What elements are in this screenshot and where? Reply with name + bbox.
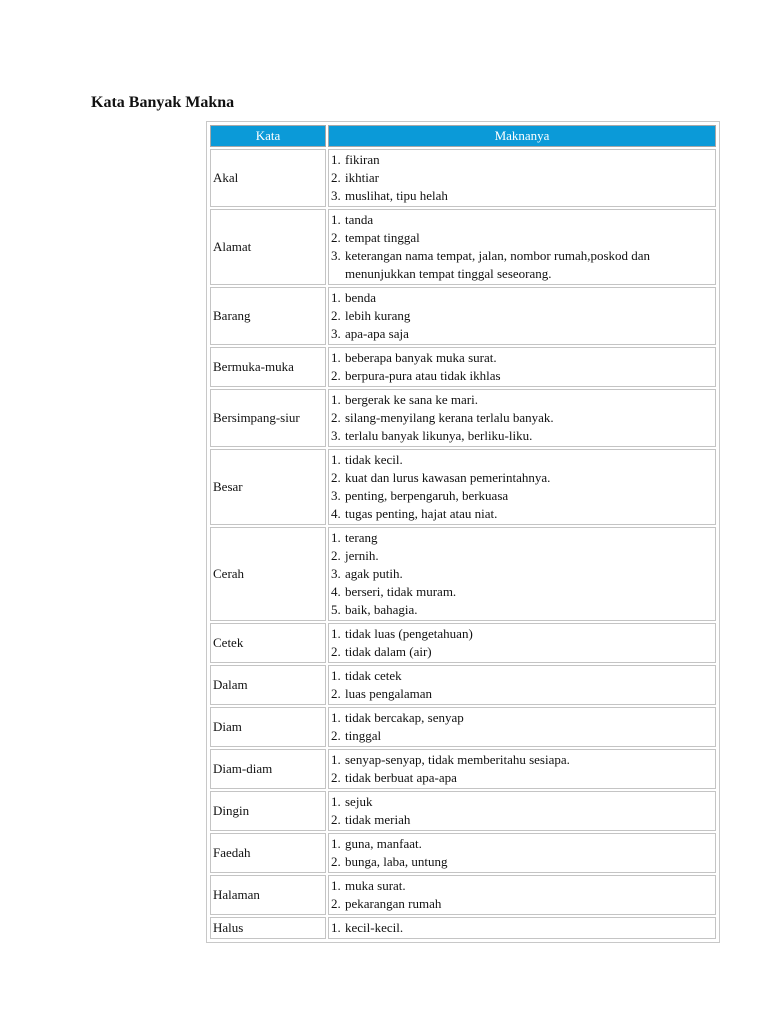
meaning-cell [328, 875, 716, 915]
word-cell: Halaman [210, 875, 326, 915]
meaning-number: 2. [331, 548, 341, 563]
meaning-item [331, 529, 713, 547]
meaning-text: tinggal [345, 728, 382, 743]
meaning-item [331, 187, 713, 205]
meaning-cell [328, 623, 716, 663]
table-row [210, 527, 716, 621]
table-row [210, 749, 716, 789]
meaning-item [331, 505, 713, 523]
table-row [210, 209, 716, 285]
meaning-number: 1. [331, 836, 341, 851]
page-title: Kata Banyak Makna [91, 94, 235, 111]
table-row [210, 623, 716, 663]
meaning-number: 3. [331, 566, 341, 581]
meaning-text: senyap-senyap, tidak memberitahu sesiapa. [345, 752, 570, 767]
meaning-text: tidak bercakap, senyap [345, 710, 464, 725]
word-cell: Barang [210, 287, 326, 345]
table-row [210, 347, 716, 387]
meaning-number: 3. [331, 326, 341, 341]
meaning-list [331, 349, 713, 385]
meaning-text: lebih kurang [345, 308, 411, 323]
meaning-text: tidak kecil. [345, 452, 403, 467]
meaning-text: keterangan nama tempat, jalan, nombor rumah,poskod dan menunjukkan tempat tinggal seseorang. [345, 248, 651, 281]
meaning-text: tempat tinggal [345, 230, 420, 245]
meaning-text: jernih. [345, 548, 379, 563]
meaning-number: 2. [331, 368, 341, 383]
meaning-text: apa-apa saja [345, 326, 409, 341]
meaning-item [331, 325, 713, 343]
table-row [210, 149, 716, 207]
meaning-item [331, 769, 713, 787]
meaning-text: bunga, laba, untung [345, 854, 448, 869]
meaning-number: 1. [331, 350, 341, 365]
meaning-number: 2. [331, 854, 341, 869]
meaning-number: 1. [331, 152, 341, 167]
word-cell: Dingin [210, 791, 326, 831]
meaning-text: tanda [345, 212, 374, 227]
meaning-item [331, 307, 713, 325]
meaning-list [331, 289, 713, 343]
meaning-list [331, 835, 713, 871]
meaning-item [331, 469, 713, 487]
word-meaning-table-frame [206, 121, 720, 943]
meaning-number: 2. [331, 308, 341, 323]
meaning-number: 3. [331, 488, 341, 503]
meaning-list [331, 211, 713, 283]
table-row [210, 833, 716, 873]
meaning-item [331, 811, 713, 829]
meaning-number: 1. [331, 878, 341, 893]
meaning-item [331, 151, 713, 169]
word-cell: Faedah [210, 833, 326, 873]
meaning-item [331, 793, 713, 811]
meaning-item [331, 487, 713, 505]
meaning-number: 2. [331, 770, 341, 785]
meaning-text: tidak luas (pengetahuan) [345, 626, 473, 641]
meaning-text: bergerak ke sana ke mari. [345, 392, 478, 407]
meaning-number: 1. [331, 452, 341, 467]
meaning-number: 1. [331, 392, 341, 407]
word-cell: Cerah [210, 527, 326, 621]
meaning-text: tidak dalam (air) [345, 644, 432, 659]
meaning-item [331, 835, 713, 853]
table-body [210, 149, 716, 939]
meaning-list [331, 919, 713, 937]
meaning-number: 2. [331, 644, 341, 659]
word-cell: Dalam [210, 665, 326, 705]
meaning-item [331, 409, 713, 427]
column-header-kata: Kata [210, 125, 326, 147]
meaning-item [331, 877, 713, 895]
meaning-cell [328, 791, 716, 831]
meaning-text: beberapa banyak muka surat. [345, 350, 497, 365]
meaning-item [331, 565, 713, 583]
meaning-number: 3. [331, 248, 341, 263]
table-header-row [210, 125, 716, 147]
meaning-text: tidak berbuat apa-apa [345, 770, 457, 785]
meaning-cell [328, 917, 716, 939]
meaning-text: berpura-pura atau tidak ikhlas [345, 368, 501, 383]
meaning-item [331, 583, 713, 601]
table-row [210, 791, 716, 831]
meaning-number: 2. [331, 686, 341, 701]
meaning-cell [328, 149, 716, 207]
meaning-item [331, 709, 713, 727]
meaning-item [331, 289, 713, 307]
meaning-list [331, 625, 713, 661]
meaning-text: muka surat. [345, 878, 406, 893]
word-cell: Halus [210, 917, 326, 939]
meaning-item [331, 667, 713, 685]
meaning-text: terang [345, 530, 378, 545]
meaning-number: 2. [331, 728, 341, 743]
word-cell: Besar [210, 449, 326, 525]
meaning-text: sejuk [345, 794, 373, 809]
meaning-item [331, 853, 713, 871]
column-header-maknanya: Maknanya [328, 125, 716, 147]
meaning-cell [328, 749, 716, 789]
meaning-item [331, 367, 713, 385]
meaning-number: 4. [331, 584, 341, 599]
meaning-cell [328, 707, 716, 747]
meaning-number: 4. [331, 506, 341, 521]
meaning-cell [328, 527, 716, 621]
meaning-item [331, 391, 713, 409]
meaning-list [331, 151, 713, 205]
meaning-number: 1. [331, 710, 341, 725]
meaning-item [331, 919, 713, 937]
meaning-number: 1. [331, 626, 341, 641]
meaning-item [331, 229, 713, 247]
meaning-text: guna, manfaat. [345, 836, 422, 851]
meaning-text: terlalu banyak likunya, berliku-liku. [345, 428, 533, 443]
table-row [210, 287, 716, 345]
meaning-text: ikhtiar [345, 170, 379, 185]
meaning-item [331, 169, 713, 187]
table-row [210, 707, 716, 747]
meaning-list [331, 877, 713, 913]
meaning-text: benda [345, 290, 377, 305]
meaning-text: muslihat, tipu helah [345, 188, 448, 203]
meaning-list [331, 529, 713, 619]
meaning-cell [328, 347, 716, 387]
meaning-number: 1. [331, 290, 341, 305]
meaning-item [331, 625, 713, 643]
meaning-item [331, 643, 713, 661]
meaning-text: luas pengalaman [345, 686, 432, 701]
meaning-item [331, 547, 713, 565]
meaning-number: 2. [331, 230, 341, 245]
meaning-list [331, 751, 713, 787]
word-cell: Akal [210, 149, 326, 207]
meaning-list [331, 451, 713, 523]
word-meaning-table [208, 123, 718, 941]
meaning-number: 2. [331, 896, 341, 911]
meaning-text: kuat dan lurus kawasan pemerintahnya. [345, 470, 551, 485]
meaning-text: penting, berpengaruh, berkuasa [345, 488, 509, 503]
meaning-text: agak putih. [345, 566, 403, 581]
meaning-item [331, 451, 713, 469]
meaning-list [331, 667, 713, 703]
meaning-number: 1. [331, 752, 341, 767]
meaning-item [331, 727, 713, 745]
word-cell: Bermuka-muka [210, 347, 326, 387]
word-cell: Diam-diam [210, 749, 326, 789]
meaning-cell [328, 665, 716, 705]
meaning-number: 1. [331, 668, 341, 683]
meaning-text: silang-menyilang kerana terlalu banyak. [345, 410, 554, 425]
meaning-item [331, 685, 713, 703]
meaning-item [331, 349, 713, 367]
meaning-number: 1. [331, 212, 341, 227]
meaning-number: 1. [331, 530, 341, 545]
table-row [210, 917, 716, 939]
meaning-number: 1. [331, 794, 341, 809]
meaning-number: 5. [331, 602, 341, 617]
meaning-number: 1. [331, 920, 341, 935]
meaning-item [331, 211, 713, 229]
meaning-item [331, 751, 713, 769]
meaning-item [331, 895, 713, 913]
meaning-cell [328, 449, 716, 525]
meaning-text: fikiran [345, 152, 380, 167]
meaning-number: 2. [331, 812, 341, 827]
word-cell: Alamat [210, 209, 326, 285]
meaning-cell [328, 209, 716, 285]
meaning-text: kecil-kecil. [345, 920, 404, 935]
meaning-text: tugas penting, hajat atau niat. [345, 506, 498, 521]
table-row [210, 449, 716, 525]
meaning-text: tidak meriah [345, 812, 411, 827]
meaning-text: tidak cetek [345, 668, 402, 683]
table-row [210, 665, 716, 705]
meaning-number: 2. [331, 170, 341, 185]
meaning-text: pekarangan rumah [345, 896, 442, 911]
meaning-number: 3. [331, 428, 341, 443]
table-row [210, 389, 716, 447]
meaning-text: baik, bahagia. [345, 602, 418, 617]
word-cell: Diam [210, 707, 326, 747]
meaning-cell [328, 287, 716, 345]
meaning-text: berseri, tidak muram. [345, 584, 457, 599]
meaning-cell [328, 833, 716, 873]
word-cell: Cetek [210, 623, 326, 663]
meaning-item [331, 247, 713, 283]
table-row [210, 875, 716, 915]
word-cell: Bersimpang-siur [210, 389, 326, 447]
meaning-number: 2. [331, 410, 341, 425]
meaning-cell [328, 389, 716, 447]
meaning-list [331, 709, 713, 745]
meaning-number: 2. [331, 470, 341, 485]
meaning-number: 3. [331, 188, 341, 203]
meaning-item [331, 601, 713, 619]
meaning-list [331, 793, 713, 829]
meaning-item [331, 427, 713, 445]
meaning-list [331, 391, 713, 445]
